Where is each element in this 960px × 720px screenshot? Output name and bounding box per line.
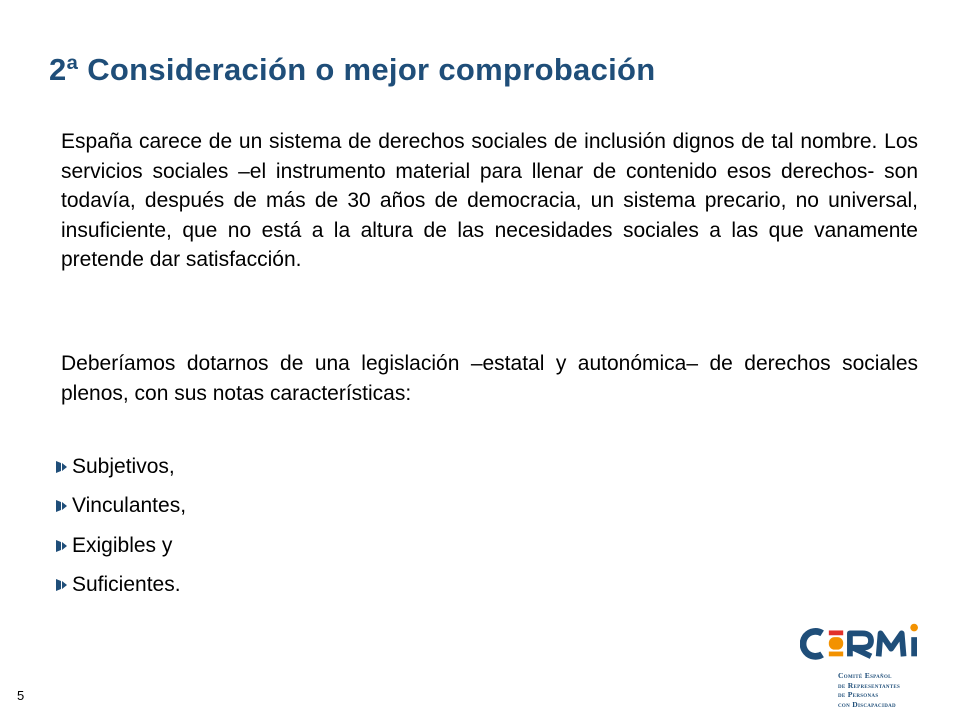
- slide-title: 2ª Consideración o mejor comprobación: [49, 52, 656, 87]
- bullet-label: Suficientes.: [72, 573, 181, 596]
- page-number: 5: [17, 688, 25, 703]
- cermi-subtitle-line: Comité Español: [838, 671, 892, 680]
- cermi-subtitle: [800, 671, 942, 709]
- bullet-arrow-icon: [56, 498, 68, 514]
- bullet-arrow-icon: [56, 459, 68, 475]
- paragraph-proposal: Deberíamos dotarnos de una legislación –estatal y autonómica– de derechos sociales plenos, con sus notas características:: [61, 352, 918, 405]
- cermi-subtitle-line: con Discapacidad: [838, 699, 896, 709]
- bullet-label: Exigibles y: [72, 533, 173, 557]
- bullet-item-suficientes: [56, 572, 186, 599]
- bullet-arrow-icon: [56, 538, 68, 554]
- bullet-item-vinculantes: [56, 493, 186, 520]
- bullet-label: Subjetivos,: [72, 454, 175, 478]
- bullet-item-subjetivos: [56, 453, 186, 480]
- cermi-subtitle-line: de Personas: [838, 690, 879, 699]
- paragraph-intro: España carece de un sistema de derechos sociales de inclusión dignos de tal nombre. Los servicios sociales –el instrumento material para llenar de contenido esos derechos- son todavía, después de más de 30 años de democracia, un sistema precario, no universal, insuficiente, que no está a la altura de las necesidades sociales a las que vanamente pretende dar satisfacción.: [61, 130, 918, 271]
- cermi-logo: [800, 618, 942, 710]
- bullet-item-exigibles: [56, 532, 186, 559]
- bullet-label: Vinculantes,: [72, 494, 187, 517]
- bullet-list: [56, 453, 186, 611]
- cermi-subtitle-line: de Representantes: [838, 680, 901, 690]
- cermi-wordmark-icon: [800, 618, 942, 664]
- bullet-arrow-icon: [56, 577, 68, 593]
